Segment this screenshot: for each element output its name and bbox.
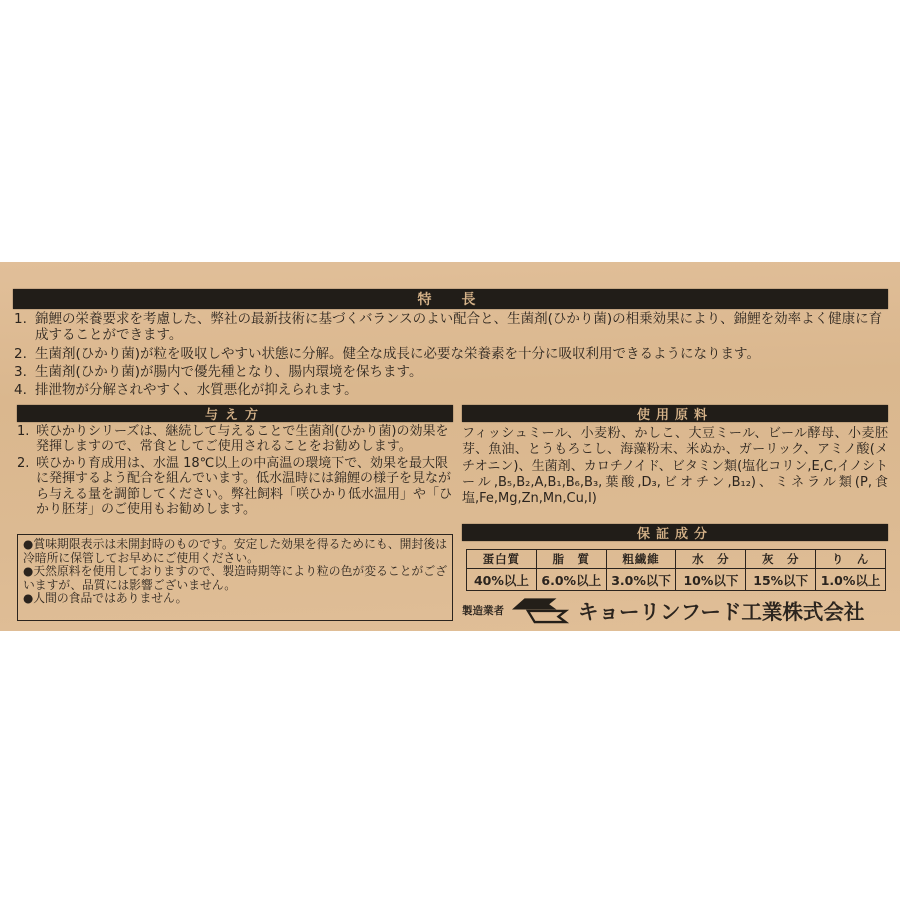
item-number: 1. — [17, 424, 30, 439]
item-number: 3. — [14, 363, 27, 380]
table-cell: 40%以上 — [467, 569, 537, 591]
item-number: 2. — [14, 345, 27, 362]
package-label-photo — [0, 262, 900, 631]
list-item — [14, 311, 892, 344]
manufacturer-row — [462, 595, 894, 625]
table-header-row — [467, 550, 886, 569]
manufacturer-label: 製造業者 — [462, 604, 504, 617]
features-title: 特 長 — [417, 292, 484, 308]
table-cell: 1.0%以上 — [816, 569, 886, 591]
notes-box — [17, 534, 453, 621]
note-item: ●天然原料を使用しておりますので、製造時期等により粒の色が変ることがございますが、品質には影響ございません。 — [23, 564, 447, 592]
column-header: り ん — [816, 550, 886, 569]
table-cell: 15%以下 — [746, 569, 816, 591]
item-text: 生菌剤(ひかり菌)が腸内で優先種となり、腸内環境を保ちます。 — [35, 363, 423, 380]
ingredients-header-bar — [462, 405, 888, 422]
analysis-title: 保証成分 — [636, 527, 713, 542]
feeding-title: 与え方 — [204, 408, 265, 423]
item-text: 錦鯉の栄養要求を考慮した、弊社の最新技術に基づくバランスのよい配合と、生菌剤(ひかり菌)の相乗効果により、錦鯉を効率よく健康に育成することができます。 — [35, 311, 883, 344]
item-number: 4. — [14, 382, 27, 399]
column-header: 灰 分 — [746, 550, 816, 569]
list-item — [14, 346, 892, 362]
feeding-list — [17, 424, 454, 518]
table-cell: 10%以下 — [676, 569, 746, 591]
features-header-bar — [13, 289, 888, 309]
column-header: 水 分 — [676, 550, 746, 569]
analysis-header-bar — [462, 524, 888, 541]
kyorin-logo-icon — [511, 596, 571, 624]
list-item — [17, 424, 454, 455]
item-text: 咲ひかりシリーズは、継続して与えることで生菌剤(ひかり菌)の効果を発揮しますので、常食としてご使用されることをお勧めします。 — [36, 424, 449, 455]
ingredients-text: フィッシュミール、小麦粉、かしこ、大豆ミール、ビール酵母、小麦胚芽、魚油、とうもろこし、海藻粉末、米ぬか、ガーリック、アミノ酸(メチオニン)、生菌剤、カロチノイド、ビタミン類(塩化コリン,E,C,イノシトール,B₅,B₂,A,B₁,B₆,B₃,葉酸,D₃,ビオチン,B₁₂)、ミネラル類(P,食塩,Fe,Mg,Zn,Mn,Cu,I) — [462, 426, 888, 507]
list-item — [14, 364, 892, 380]
item-text: 生菌剤(ひかり菌)が粒を吸収しやすい状態に分解。健全な成長に必要な栄養素を十分に吸収利用できるようになります。 — [35, 345, 760, 362]
list-item — [17, 456, 454, 518]
features-list — [14, 311, 892, 400]
item-number: 2. — [17, 455, 30, 471]
table-value-row — [467, 569, 886, 591]
list-item — [14, 382, 892, 398]
guaranteed-analysis-table — [466, 549, 886, 591]
item-text: 排泄物が分解されやすく、水質悪化が抑えられます。 — [35, 382, 358, 399]
manufacturer-name: キョーリンフード工業株式会社 — [578, 600, 865, 624]
column-header: 脂 質 — [536, 550, 606, 569]
table-cell: 3.0%以下 — [606, 569, 676, 591]
ingredients-title: 使用原料 — [636, 408, 713, 423]
item-text: 咲ひかり育成用は、水温 18℃以上の中高温の環境下で、効果を最大限に発揮するよう配合を組んでいます。低水温時には錦鯉の様子を見ながら与える量を調節してください。弊社飼料「咲ひかり低水温用」や「ひかり胚芽」のご使用もお勧めします。 — [36, 455, 453, 518]
column-header: 粗繊維 — [606, 550, 676, 569]
table-cell: 6.0%以上 — [536, 569, 606, 591]
feeding-header-bar — [17, 405, 453, 422]
note-item: ●賞味期限表示は未開封時のものです。安定した効果を得るためにも、開封後は冷暗所に保管してお早めにご使用ください。 — [23, 537, 447, 565]
column-header: 蛋白質 — [467, 550, 537, 569]
note-item: ●人間の食品ではありません。 — [23, 591, 188, 605]
item-number: 1. — [14, 311, 27, 327]
